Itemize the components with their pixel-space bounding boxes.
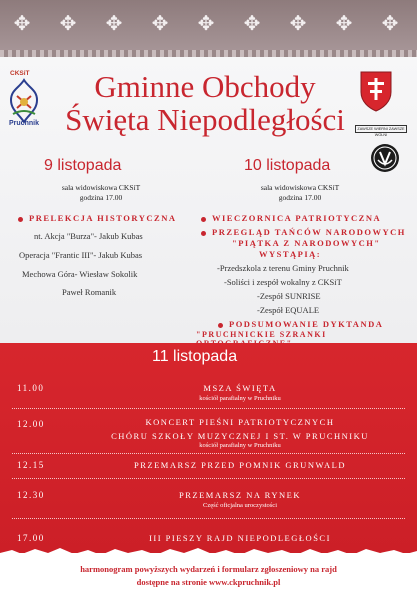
band-trim	[0, 50, 417, 57]
nov9-item-2: Operacja "Frantic III"- Jakub Kubas	[19, 250, 143, 260]
event-time-3: 12.15	[17, 460, 45, 470]
nov10-item2-text: PRZEGLĄD TAŃCÓW NARODOWYCH	[212, 227, 406, 237]
nov10-venue: sala widowiskowa CKSiT	[260, 183, 340, 192]
nov10-item1-text: WIECZORNICA PATRIOTYCZNA	[212, 213, 382, 223]
nov10-item3-text: PODSUMOWANIE DYKTANDA	[229, 319, 384, 329]
cross-flower-icon: ✥	[197, 11, 215, 35]
cross-flower-icon: ✥	[13, 11, 31, 35]
cross-flower-icon: ✥	[335, 11, 353, 35]
nov10-performer-2: -Soliści i zespół wokalny z CKSiT	[224, 277, 342, 287]
footer-line2: dostępne na stronie www.ckpruchnik.pl	[136, 577, 281, 587]
town-label: Pruchnik	[9, 120, 39, 127]
gmina-crest	[359, 70, 393, 112]
nov9-lecture-title-text: PRELEKCJA HISTORYCZNA	[29, 213, 177, 223]
bullet-dot	[218, 323, 223, 328]
page-title-line1: Gminne Obchody	[94, 69, 316, 104]
event-time-5: 17.00	[17, 533, 45, 543]
event-title-3: PRZEMARSZ PRZED POMNIK GRUNWALD	[133, 460, 347, 470]
nov10-item2	[201, 227, 406, 237]
nov9-venue: sala widowiskowa CKSiT	[61, 183, 141, 192]
cross-flower-icon: ✥	[151, 11, 169, 35]
event-title-1: MSZA ŚWIĘTA	[203, 383, 277, 393]
ornament-row	[0, 9, 417, 49]
nov10-item3-sub: "PRUCHNICKIE SZRANKI	[196, 330, 327, 339]
nov10-performer-3: -Zespół SUNRISE	[257, 291, 321, 301]
event-title-4: PRZEMARSZ NA RYNEK	[179, 490, 301, 500]
nov10-performer-1: -Przedszkola z terenu Gminy Pruchnik	[217, 263, 349, 273]
crest-caption: ZAWSZE WIERNI ZAWSZE WOLNI	[355, 125, 407, 133]
nov9-date: 9 listopada	[44, 157, 122, 174]
nov10-performers-title: WYSTĄPIĄ:	[259, 249, 322, 259]
nov9-item-3: Mechowa Góra- Wiesław Sokolik	[22, 269, 138, 279]
cksit-logo-text: CKSiT	[10, 70, 30, 77]
nov11-date: 11 listopada	[152, 348, 238, 365]
bullet-dot	[201, 231, 206, 236]
nov9-item-4: Paweł Romanik	[62, 287, 117, 297]
bullet-dot	[201, 217, 206, 222]
nov10-date: 10 listopada	[244, 157, 331, 174]
event-divider	[12, 408, 405, 409]
torn-paper-edge	[0, 545, 417, 559]
event-divider	[12, 518, 405, 519]
page-title-line2: Święta Niepodległości	[65, 102, 345, 137]
bullet-dot	[18, 217, 23, 222]
event-time-4: 12.30	[17, 490, 45, 500]
nov10-performer-4: -Zespół EQUALE	[257, 305, 320, 315]
cross-flower-icon: ✥	[289, 11, 307, 35]
nov10-item3	[218, 319, 383, 329]
event-sub-4: Część oficjalna uroczystości	[203, 502, 277, 509]
event-title-2b: CHÓRU SZKOŁY MUZYCZNEJ I ST. W PRUCHNIKU	[111, 431, 369, 441]
cross-flower-icon: ✥	[381, 11, 399, 35]
nov9-time: godzina 17.00	[79, 193, 123, 202]
event-title-2: KONCERT PIEŚNI PATRIOTYCZNYCH	[145, 417, 335, 427]
event-divider	[12, 453, 405, 454]
nov9-item-1: nt. Akcja "Burza"- Jakub Kubas	[34, 231, 143, 241]
cross-flower-icon: ✥	[243, 11, 261, 35]
cross-flower-icon: ✥	[59, 11, 77, 35]
top-ornament-band	[0, 0, 417, 57]
event-title-5: III PIESZY RAJD NIEPODLEGŁOŚCI	[149, 533, 331, 543]
nov10-item1	[201, 213, 381, 223]
event-time-1: 11.00	[17, 383, 45, 393]
cksit-logo	[7, 78, 41, 138]
footer-line1: harmonogram powyższych wydarzeń i formularz zgłoszeniowy na rajd	[80, 564, 337, 574]
anchor-badge-icon	[370, 143, 400, 173]
event-time-2: 12.00	[17, 419, 45, 429]
event-sub-1: kościół parafialny w Pruchniku	[199, 395, 281, 402]
cross-flower-icon: ✥	[105, 11, 123, 35]
nov10-time: godzina 17.00	[278, 193, 322, 202]
nov10-item2-sub: "PIĄTKA Z NARODOWYCH"	[232, 238, 381, 248]
event-divider	[12, 478, 405, 479]
event-sub-2: kościół parafialny w Pruchniku	[199, 442, 281, 449]
nov9-lecture-title	[18, 213, 176, 223]
